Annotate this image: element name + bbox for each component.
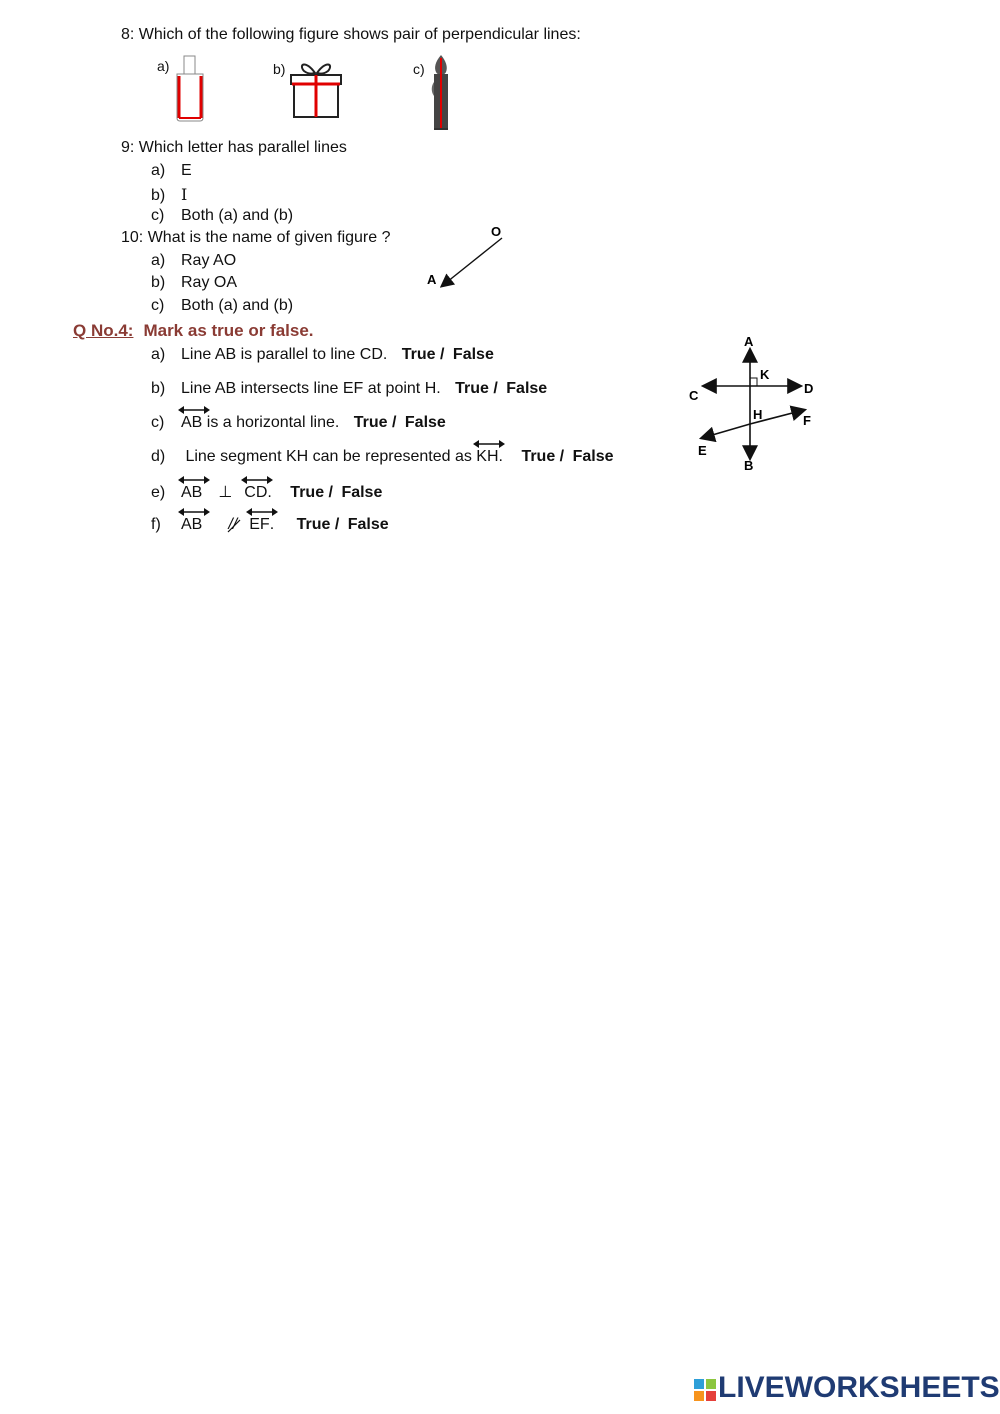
item-text: Line AB intersects line EF at point H.	[181, 380, 441, 397]
item-tail: .	[269, 516, 275, 533]
false-option[interactable]: False	[506, 380, 548, 397]
option-text: Ray AO	[181, 252, 237, 269]
line-notation	[181, 414, 202, 432]
tf-item-e	[151, 482, 382, 502]
item-label: d)	[151, 448, 166, 465]
q9-option-a	[151, 162, 192, 180]
option-text: I	[181, 185, 188, 204]
tf-item-c	[151, 414, 446, 432]
q8-option-a-label: a)	[157, 58, 170, 74]
not-parallel-symbol	[228, 516, 237, 533]
label-c: C	[689, 388, 699, 403]
section-number: Q No.4:	[73, 321, 134, 340]
line-notation	[249, 516, 269, 534]
line-ef-left	[702, 424, 750, 438]
item-label: e)	[151, 484, 166, 501]
tf-item-f	[151, 516, 389, 534]
line-name: AB	[181, 414, 203, 431]
q8-option-b-label: b)	[273, 61, 286, 77]
option-label: a)	[151, 252, 166, 269]
line-notation	[476, 448, 498, 466]
ray-line	[442, 238, 502, 286]
true-option[interactable]: True /	[521, 448, 565, 465]
q8-option-c-label: c)	[413, 61, 425, 77]
label-d: D	[804, 381, 814, 396]
bottle-icon	[172, 54, 208, 124]
brand-name: LIVEWORKSHEETS	[718, 1371, 1000, 1404]
candle-icon	[426, 52, 456, 132]
item-label: a)	[151, 346, 166, 363]
label-f: F	[803, 413, 811, 428]
ray-point-a: A	[427, 272, 437, 287]
double-arrow-icon	[245, 506, 279, 518]
item-label: b)	[151, 380, 166, 397]
item-tail: .	[498, 448, 503, 465]
label-a: A	[744, 334, 754, 349]
label-e: E	[698, 443, 707, 458]
option-text: Both (a) and (b)	[181, 207, 294, 224]
double-arrow-icon	[240, 474, 274, 486]
line-notation	[181, 516, 202, 534]
ray-figure	[420, 218, 520, 298]
tf-item-a	[151, 346, 494, 364]
false-option[interactable]: False	[347, 516, 389, 533]
q9-option-b	[151, 185, 187, 205]
line-notation	[181, 484, 202, 502]
item-label: c)	[151, 414, 165, 431]
label-h: H	[753, 407, 763, 422]
double-arrow-icon	[177, 506, 211, 518]
line-name: KH	[476, 448, 499, 465]
tf-item-d	[151, 448, 614, 466]
option-text: Both (a) and (b)	[181, 297, 294, 314]
item-text: Line segment KH can be represented as	[181, 448, 477, 465]
false-option[interactable]: False	[452, 346, 494, 363]
true-option[interactable]: True /	[290, 484, 333, 501]
double-arrow-icon	[472, 438, 506, 450]
label-k: K	[760, 367, 770, 382]
true-option[interactable]: True /	[296, 516, 340, 533]
false-option[interactable]: False	[404, 414, 446, 431]
right-angle-marker	[750, 378, 757, 386]
ray-point-o: O	[491, 224, 502, 239]
tf-item-b	[151, 380, 547, 398]
option-label: b)	[151, 187, 166, 204]
true-option[interactable]: True /	[401, 346, 445, 363]
lines-diagram	[680, 328, 830, 478]
strike-icon	[226, 518, 242, 534]
option-label: c)	[151, 297, 165, 314]
gift-box-icon	[288, 56, 344, 120]
section-heading	[73, 321, 314, 341]
section-title: Mark as true or false.	[143, 321, 314, 340]
question-8: 8: Which of the following figure shows pair of perpendicular lines:	[121, 26, 581, 43]
line-name: EF	[249, 516, 270, 533]
item-label: f)	[151, 516, 161, 533]
true-option[interactable]: True /	[455, 380, 498, 397]
question-9: 9: Which letter has parallel lines	[121, 139, 347, 156]
line-name: CD	[244, 484, 268, 501]
q10-option-c	[151, 297, 293, 315]
option-label: a)	[151, 162, 166, 179]
item-text: is a horizontal line.	[202, 414, 340, 431]
q10-option-a	[151, 252, 236, 270]
option-label: c)	[151, 207, 165, 224]
true-option[interactable]: True /	[353, 414, 397, 431]
line-name: AB	[181, 484, 203, 501]
double-arrow-icon	[177, 404, 211, 416]
item-tail: .	[267, 484, 272, 501]
parallel-symbol: //	[228, 516, 238, 533]
line-name: AB	[181, 516, 203, 533]
false-option[interactable]: False	[341, 484, 383, 501]
perpendicular-symbol: ⊥	[218, 484, 233, 501]
q10-option-b	[151, 274, 237, 292]
line-notation	[244, 484, 267, 502]
item-text: Line AB is parallel to line CD.	[181, 346, 388, 363]
question-10: 10: What is the name of given figure ?	[121, 229, 391, 246]
double-arrow-icon	[177, 474, 211, 486]
option-label: b)	[151, 274, 166, 291]
option-text: E	[181, 162, 192, 179]
false-option[interactable]: False	[572, 448, 614, 465]
label-b: B	[744, 458, 754, 473]
q9-option-c	[151, 207, 293, 225]
option-text: Ray OA	[181, 274, 238, 291]
brand-logo-icon	[693, 1378, 717, 1402]
